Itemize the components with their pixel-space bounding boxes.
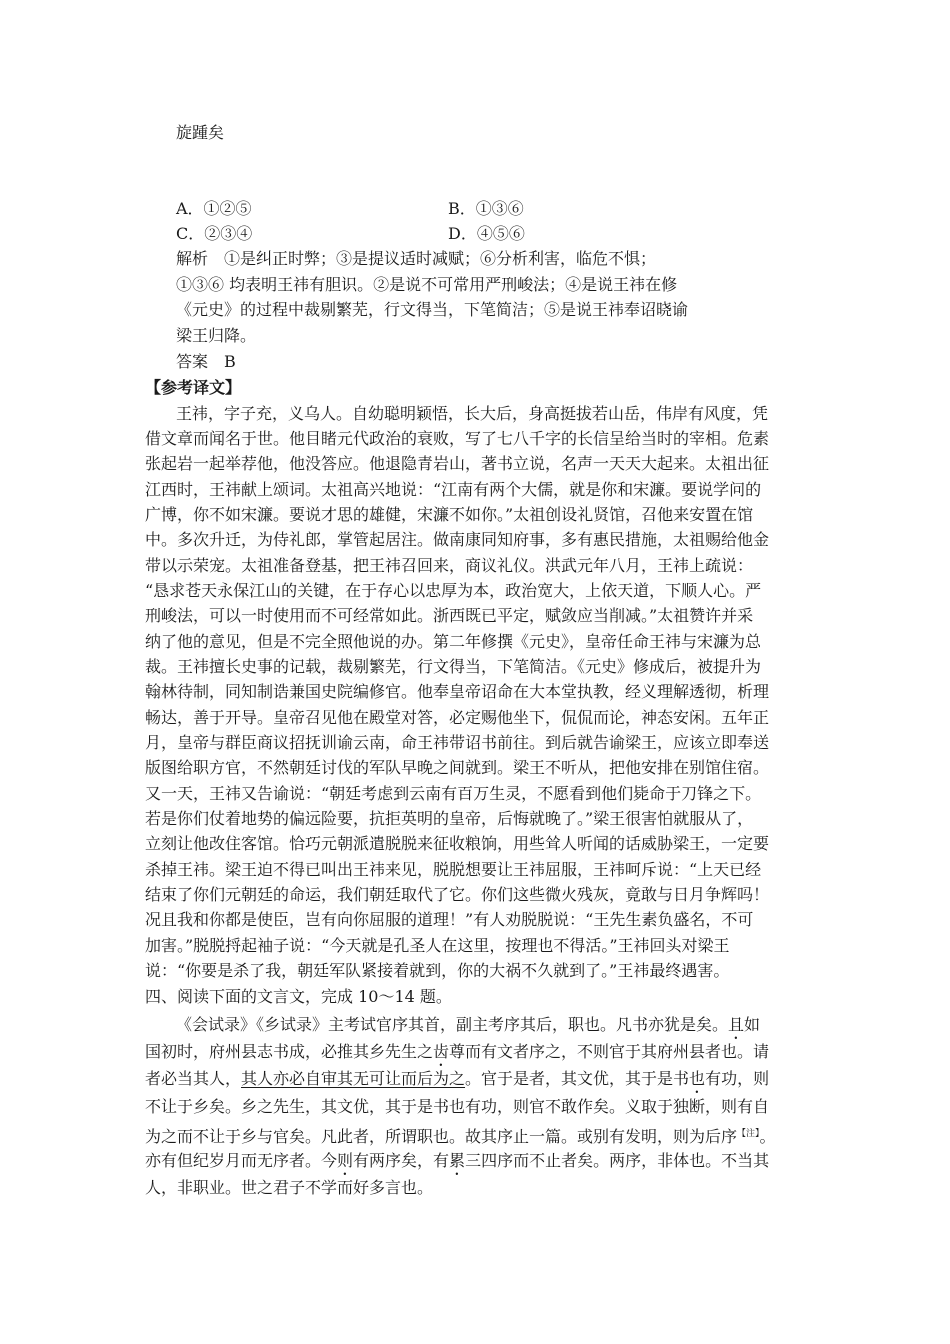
passage-line: 《会试录》《乡试录》主考试官序其首，副主考序其后，职也。凡书亦犹是矣。且如 xyxy=(176,1015,761,1034)
option-d: D．④⑤⑥ xyxy=(448,224,525,243)
translation-line: 广博，你不如宋濂。要说才思的雄健，宋濂不如你。”太祖创设礼贤馆，召他来安置在馆 xyxy=(145,505,754,524)
analysis-line: 梁王归降。 xyxy=(176,326,257,345)
underlined-sentence: 其人亦必自审其无可让而后为之 xyxy=(241,1069,466,1088)
translation-line: 立刻让他改住客馆。恰巧元朝派遣脱脱来征收粮饷，用些耸人听闻的话威胁梁王，一定要 xyxy=(145,834,770,853)
answer: 答案 B xyxy=(176,352,236,371)
marked-char: 齿 xyxy=(433,1042,450,1061)
passage-line: 不让于乡矣。乡之先生，其文优，其于是书也有功，则官不敢作矣。义取于独断，则有自 xyxy=(145,1097,770,1116)
translation-line: 说：“你要是杀了我，朝廷军队紧接着就到，你的大祸不久就到了。”王祎最终遇害。 xyxy=(145,961,730,980)
translation-line: 纳了他的意见，但是不完全照他说的办。第二年修撰《元史》，皇帝任命王祎与宋濂为总 xyxy=(145,632,762,651)
translation-line: 杀掉王祎。梁王迫不得已叫出王祎来见，脱脱想要让王祎屈服，王祎呵斥说：“上天已经 xyxy=(145,860,762,879)
translation-line: 况且我和你都是使臣，岂有向你屈服的道理！”有人劝脱脱说：“王先生素负盛名，不可 xyxy=(145,910,754,929)
passage-line: 者必当其人，其人亦必自审其无可让而后为之。官于是者，其文优，其于是书也有功，则 xyxy=(145,1069,770,1088)
option-b: B．①③⑥ xyxy=(448,199,524,218)
passage-line: 人，非职业。世之君子不学而好多言也。 xyxy=(145,1178,434,1197)
translation-line: 加害。”脱脱捋起袖子说：“今天就是孔圣人在这里，按理也不得活。”王祎回头对梁王 xyxy=(145,936,730,955)
translation-line: 又一天，王祎又告谕说：“朝廷考虑到云南有百万生灵，不愿看到他们毙命于刀锋之下。 xyxy=(145,784,762,803)
translation-line: 借文章而闻名于世。他目睹元代政治的衰败，写了七八千字的长信呈给当时的宰相。危素 xyxy=(145,429,770,448)
marked-char: 且 xyxy=(728,1015,745,1034)
translation-line: 带以示荣宠。太祖准备登基，把王祎召回来，商议礼仪。洪武元年八月，王祎上疏说： xyxy=(145,556,754,575)
translation-line: 结束了你们元朝廷的命运，我们朝廷取代了它。你们这些微火残灰，竟敢与日月争辉吗！ xyxy=(145,885,770,904)
analysis-line: 《元史》的过程中裁剔繁芜，行文得当，下笔简洁；⑤是说王祎奉诏晓谕 xyxy=(176,300,689,319)
analysis-line: 解析 ①是纠正时弊；③是提议适时减赋；⑥分析利害，临危不惧； xyxy=(176,249,657,268)
translation-line: 翰林待制，同知制诰兼国史院编修官。他奉皇帝诏命在大本堂执教，经义理解透彻，析理 xyxy=(145,682,770,701)
option-c: C．②③④ xyxy=(176,224,253,243)
top-fragment: 旋踵矣 xyxy=(176,123,225,142)
translation-line: 若是你们仗着地势的偏远险要，抗拒英明的皇帝，后悔就晚了。”梁王很害怕就服从了， xyxy=(145,809,754,828)
marked-char: 累 xyxy=(449,1151,466,1170)
section-4-header: 四、阅读下面的文言文，完成 10～14 题。 xyxy=(145,987,452,1006)
translation-line: 中。多次升迁，为侍礼郎，掌管起居注。做南康同知府事，多有惠民措施，太祖赐给他金 xyxy=(145,530,770,549)
analysis-line: ①③⑥ 均表明王祎有胆识。②是说不可常用严刑峻法；④是说王祎在修 xyxy=(176,275,678,294)
translation-line: 江西时，王祎献上颂词。太祖高兴地说：“江南有两个大儒，就是你和宋濂。要说学问的 xyxy=(145,480,762,499)
passage-line: 为之而不让于乡与官矣。凡此者，所谓职也。故其序止一篇。或别有发明，则为后序$^{【注】}$。 xyxy=(145,1127,776,1146)
translation-line: “恳求苍天永保江山的关键，在于存心以忠厚为本，政治宽大，上依天道，下顺人心。严 xyxy=(145,581,762,600)
option-a: A．①②⑤ xyxy=(176,199,252,218)
translation-line: 裁。王祎擅长史事的记载，裁剔繁芜，行文得当，下笔简洁。《元史》修成后，被提升为 xyxy=(145,657,762,676)
translation-line: 张起岩一起举荐他，他没答应。他退隐青岩山，著书立说，名声一天天大起来。太祖出征 xyxy=(145,454,770,473)
translation-line: 刑峻法，可以一时使用而不可经常如此。浙西既已平定，赋敛应当削减。”太祖赞许并采 xyxy=(145,606,754,625)
translation-header: 【参考译文】 xyxy=(145,378,242,397)
passage-line: 亦有但纪岁月而无序者。今则有两序矣，有累三四序而不止者矣。两序，非体也。不当其 xyxy=(145,1151,770,1170)
marked-char: 则 xyxy=(337,1151,354,1170)
translation-line: 版图给职方官，不然朝廷讨伐的军队早晚之间就到。梁王不听从，把他安排在别馆住宿。 xyxy=(145,758,770,777)
marked-char: 也 xyxy=(689,1069,706,1088)
translation-line: 畅达，善于开导。皇帝召见他在殿堂对答，必定赐他坐下，侃侃而论，神态安闲。五年正 xyxy=(145,708,770,727)
passage-line: 国初时，府州县志书成，必推其乡先生之齿尊而有文者序之，不则官于其府州县者也。请 xyxy=(145,1042,770,1061)
translation-line: 王祎，字子充，义乌人。自幼聪明颖悟，长大后，身高挺拔若山岳，伟岸有风度，凭 xyxy=(176,404,769,423)
footnote-marker: 【注】 xyxy=(737,1129,760,1139)
translation-line: 月，皇帝与群臣商议招抚训谕云南，命王祎带诏书前往。到后就告谕梁王，应该立即奉送 xyxy=(145,733,770,752)
